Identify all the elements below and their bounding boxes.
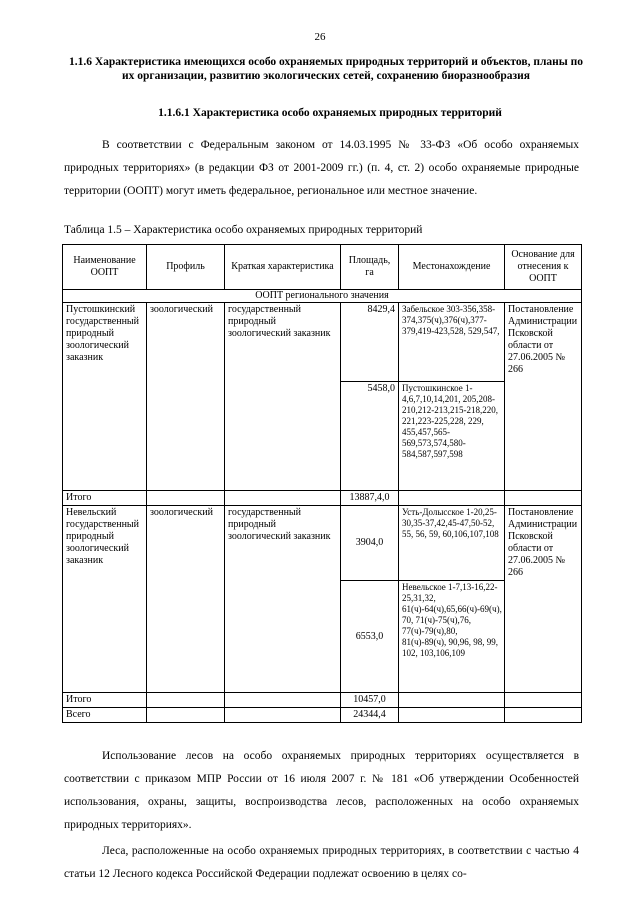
- reserve-profile: зоологический: [147, 506, 225, 693]
- empty-cell: [505, 708, 582, 723]
- empty-cell: [147, 708, 225, 723]
- basis-cell: Постановление Администрации Псковской области от 27.06.2005 № 266: [505, 303, 582, 491]
- empty-cell: [505, 491, 582, 506]
- reserve-name: Пустошкинский государственный природный зоологический заказник: [63, 303, 147, 491]
- intro-paragraph: В соответствии с Федеральным законом от 14.03.1995 № 33-ФЗ «Об особо охраняемых природных территориях» (в редакции ФЗ от 2001-2009 гг.) (п. 4, ст. 2) особо охраняемые природные территории (ООПТ) могут иметь федеральное, региональное или местное значение.: [64, 139, 579, 197]
- table-section-row: [63, 290, 582, 303]
- reserve-description: государственный природный зоологический заказник: [225, 506, 341, 693]
- section-heading: 1.1.6 Характеристика имеющихся особо охраняемых природных территорий и объектов, планы по их организации, развитию экологических сетей, сохранению биоразнообразия: [68, 56, 584, 82]
- reserve-profile: зоологический: [147, 303, 225, 491]
- area-cell: 3904,0: [341, 506, 399, 581]
- total-label: Итого: [63, 491, 147, 506]
- col-header-profile: Профиль: [147, 245, 225, 290]
- table-row: [63, 303, 582, 382]
- table-row: [63, 506, 582, 581]
- total-label: Итого: [63, 693, 147, 708]
- col-header-name: Наименование ООПТ: [63, 245, 147, 290]
- location-cell: Забельское 303-356,358-374,375(ч),376(ч),377-379,419-423,528, 529,547,: [399, 303, 505, 382]
- total-area: 13887,4,0: [341, 491, 399, 506]
- forest-code-paragraph: Леса, расположенные на особо охраняемых природных территориях, в соответствии с частью 4 статьи 12 Лесного кодекса Российской Федерации подлежат освоению в целях со-: [64, 845, 579, 880]
- location-cell: Усть-Долысское 1-20,25-30,35-37,42,45-47,50-52, 55, 56, 59, 60,106,107,108: [399, 506, 505, 581]
- empty-cell: [399, 693, 505, 708]
- ootp-table: [62, 244, 582, 723]
- col-header-location: Местонахождение: [399, 245, 505, 290]
- table-total-row: [63, 693, 582, 708]
- empty-cell: [399, 708, 505, 723]
- table-header-row: [63, 245, 582, 290]
- reserve-description: государственный природный зоологический заказник: [225, 303, 341, 491]
- table-caption: Таблица 1.5 – Характеристика особо охраняемых природных территорий: [64, 224, 423, 236]
- forest-use-paragraph: Использование лесов на особо охраняемых природных территориях осуществляется в соответствии с приказом МПР России от 16 июля 2007 г. № 181 «Об утверждении Особенностей использования, охраны, защиты, воспроизводства лесов, расположенных на особо охраняемых природных территориях».: [64, 750, 579, 831]
- empty-cell: [225, 693, 341, 708]
- total-area: 10457,0: [341, 693, 399, 708]
- col-header-description: Краткая характеристика: [225, 245, 341, 290]
- section-title: ООПТ регионального значения: [63, 290, 582, 303]
- empty-cell: [147, 491, 225, 506]
- empty-cell: [225, 491, 341, 506]
- table-total-row: [63, 491, 582, 506]
- table-grand-total-row: [63, 708, 582, 723]
- location-cell: Невельское 1-7,13-16,22-25,31,32, 61(ч)-64(ч),65,66(ч)-69(ч), 70, 71(ч)-75(ч),76, 77(ч)-79(ч),80, 81(ч)-89(ч), 90,96, 98, 99, 102, 103,106,109: [399, 581, 505, 693]
- empty-cell: [225, 708, 341, 723]
- col-header-basis: Основание для отнесения к ООПТ: [505, 245, 582, 290]
- reserve-name: Невельский государственный природный зоологический заказник: [63, 506, 147, 693]
- col-header-area: Площадь, га: [341, 245, 399, 290]
- location-cell: Пустошкинское 1-4,6,7,10,14,201, 205,208-210,212-213,215-218,220, 221,223-225,228, 229, 455,457,565-569,573,574,580-584,587,597,598: [399, 382, 505, 491]
- basis-cell: Постановление Администрации Псковской области от 27.06.2005 № 266: [505, 506, 582, 693]
- grand-total-area: 24344,4: [341, 708, 399, 723]
- page-number: 26: [314, 31, 326, 43]
- grand-total-label: Всего: [63, 708, 147, 723]
- empty-cell: [505, 693, 582, 708]
- area-cell: 8429,4: [341, 303, 399, 382]
- subsection-heading: 1.1.6.1 Характеристика особо охраняемых природных территорий: [158, 107, 502, 119]
- area-cell: 6553,0: [341, 581, 399, 693]
- empty-cell: [147, 693, 225, 708]
- empty-cell: [399, 491, 505, 506]
- area-cell: 5458,0: [341, 382, 399, 491]
